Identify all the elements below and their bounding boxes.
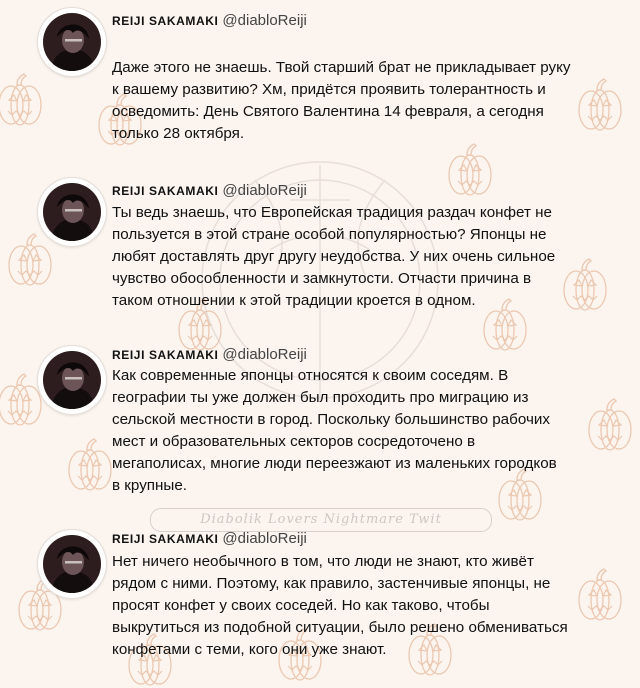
tweet-text-line: таком отношении к этой традиции кроется в одном. xyxy=(112,292,476,309)
tweet-text-line: пользуется в этой стране особой популярностью? Японцы не xyxy=(112,226,547,243)
tweet-text-line: рядом с ними. Поэтому, как правило, застенчивые японцы, не xyxy=(112,575,551,592)
tweet-header xyxy=(112,182,307,200)
tweet-text-line: конфетами с теми, кого они уже знают. xyxy=(112,641,387,658)
display-name[interactable]: REIJI SAKAMAKI xyxy=(112,14,219,28)
tweet-text-line: выкрутиться из подобной ситуации, было решено обмениваться xyxy=(112,619,568,636)
tweet-text xyxy=(112,551,617,661)
tweet-header xyxy=(112,346,307,364)
tweet-text-line: сельской местности в город. Поскольку большинство рабочих xyxy=(112,411,550,428)
tweet-text-line: мест и образовательных секторов сосредоточено в xyxy=(112,433,476,450)
tweet-text-line: в крупные. xyxy=(112,477,187,494)
profile-picture-icon xyxy=(43,351,101,409)
tweet-text-line: Ты ведь знаешь, что Европейская традиция раздач конфет не xyxy=(112,204,552,221)
tweet-text-line: Нет ничего необычного в том, что люди не знают, кто живёт xyxy=(112,553,534,570)
avatar[interactable] xyxy=(38,178,106,246)
username-handle[interactable]: @diabloReiji xyxy=(222,530,307,547)
watermark xyxy=(150,508,492,532)
tweet-text xyxy=(112,365,617,497)
username-handle[interactable]: @diabloReiji xyxy=(222,182,307,199)
tweet-text-line: к вашему развитию? Хм, придётся проявить толерантность и xyxy=(112,81,546,98)
tweet-text-line: любят доставлять друг другу неудобства. У них очень сильное xyxy=(112,248,556,265)
tweet-text-line: осведомить: День Святого Валентина 14 февраля, а сегодня xyxy=(112,103,544,120)
username-handle[interactable]: @diabloReiji xyxy=(222,12,307,29)
profile-picture-icon xyxy=(43,535,101,593)
tweet-text-line: просят конфет у своих соседей. Но как таково, чтобы xyxy=(112,597,490,614)
avatar[interactable] xyxy=(38,530,106,598)
username-handle[interactable]: @diabloReiji xyxy=(222,346,307,363)
tweet-header xyxy=(112,530,307,548)
avatar[interactable] xyxy=(38,346,106,414)
tweet-text xyxy=(112,202,617,312)
tweet-text-line: Как современные японцы относятся к своим соседям. В xyxy=(112,367,509,384)
tweet-text xyxy=(112,57,617,145)
tweet-text-line: мегаполисах, многие люди переезжают из маленьких городков xyxy=(112,455,557,472)
profile-picture-icon xyxy=(43,183,101,241)
profile-picture-icon xyxy=(43,13,101,71)
tweet-text-line: чувство обособленности и замкнутости. Отчасти причина в xyxy=(112,270,532,287)
tweet-header xyxy=(112,12,307,30)
tweet-text-line: только 28 октября. xyxy=(112,125,245,142)
display-name[interactable]: REIJI SAKAMAKI xyxy=(112,532,219,546)
avatar[interactable] xyxy=(38,8,106,76)
tweet-text-line: Даже этого не знаешь. Твой старший брат не прикладывает руку xyxy=(112,59,571,76)
display-name[interactable]: REIJI SAKAMAKI xyxy=(112,348,219,362)
tweet-text-line: географии ты уже должен был проходить про миграцию из xyxy=(112,389,529,406)
watermark-text: Diabolik Lovers Nightmare Twit xyxy=(200,512,442,527)
display-name[interactable]: REIJI SAKAMAKI xyxy=(112,184,219,198)
